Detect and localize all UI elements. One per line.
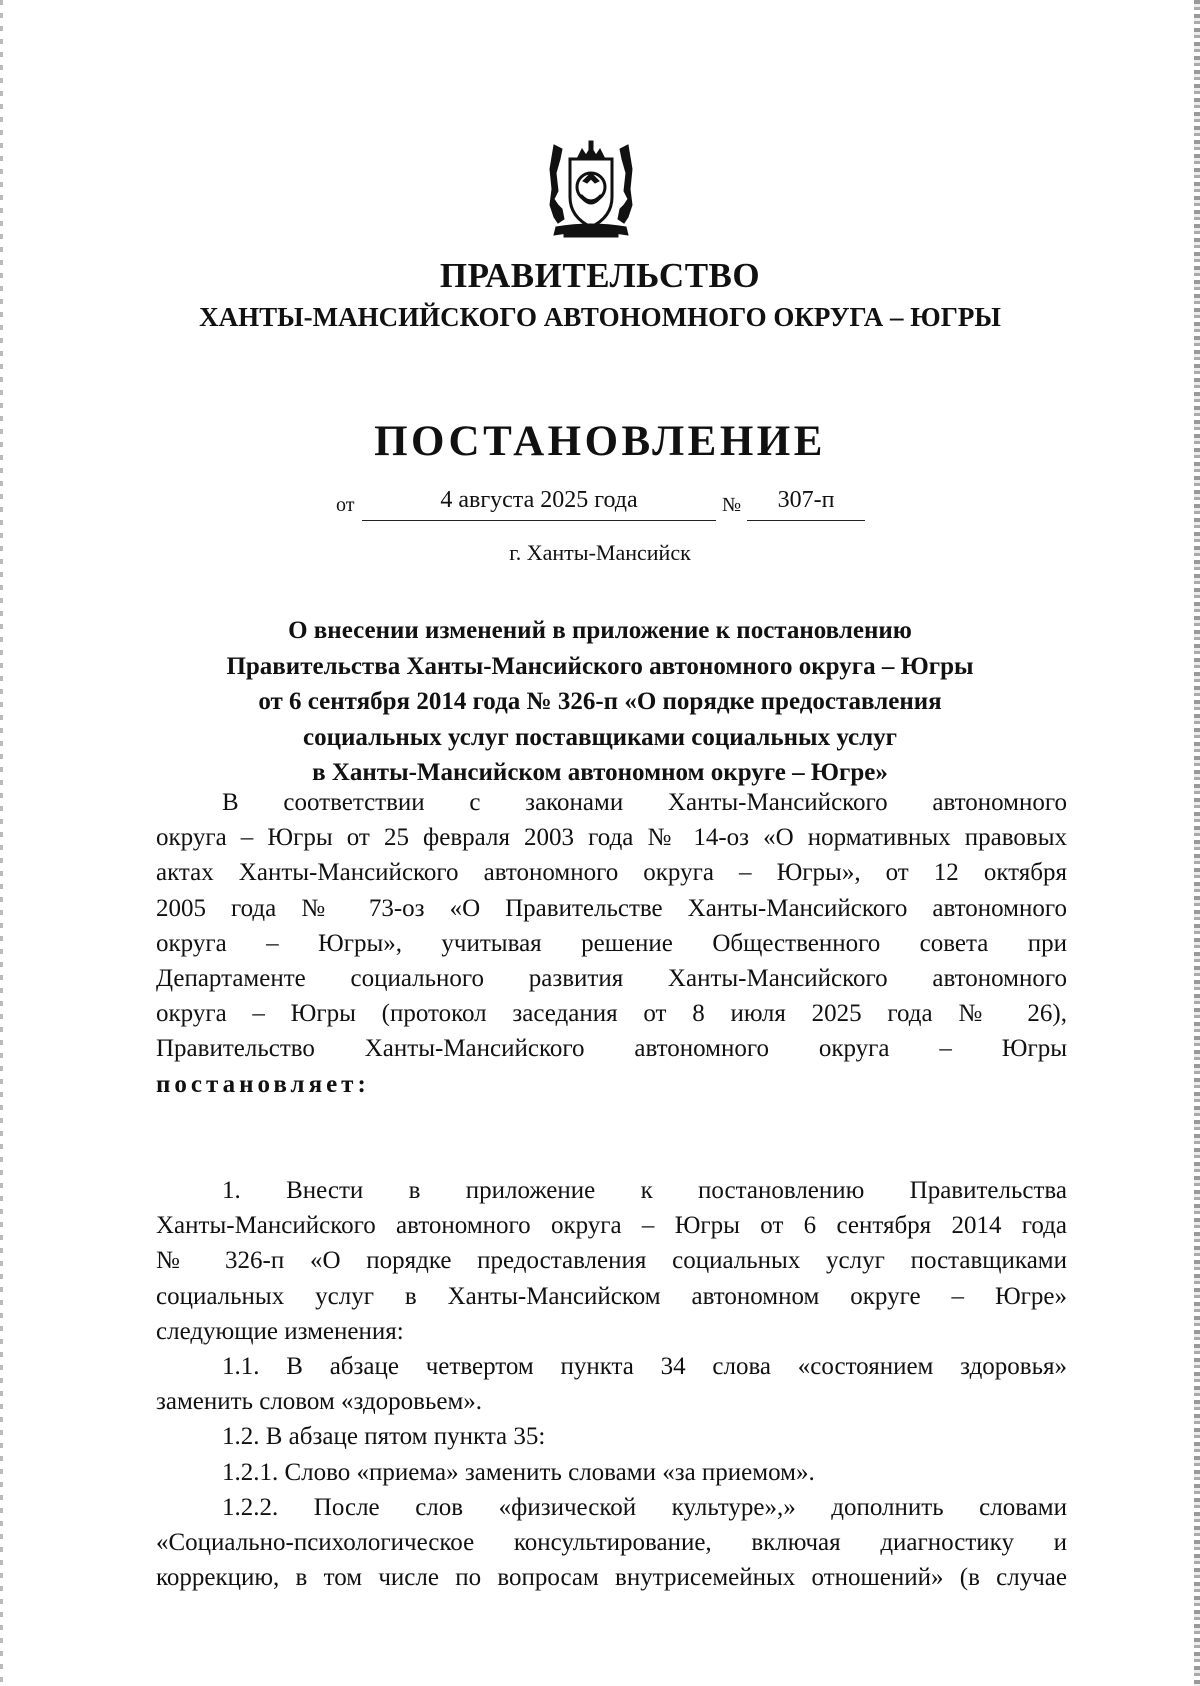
document-number: 307-п xyxy=(747,487,865,521)
text-line: 1.2.1. Слово «приема» заменить словами «за приемом». xyxy=(222,1458,815,1486)
coat-of-arms-emblem xyxy=(548,139,634,239)
text-line: 1.1. В абзаце четвертом пункта 34 слова «состоянием здоровья» xyxy=(222,1352,1067,1380)
text-line: Ханты-Мансийского автономного округа – Югры от 6 сентября 2014 года xyxy=(156,1212,1067,1240)
text-line: округа – Югры от 25 февраля 2003 года № 14-оз «О нормативных правовых xyxy=(156,824,1067,852)
text-line: № 326-п «О порядке предоставления социальных услуг поставщиками xyxy=(156,1247,1067,1275)
text-line: В соответствии с законами Ханты-Мансийского автономного xyxy=(222,789,1067,816)
text-line: 1.2.2. После слов «физической культуре»,» дополнить словами xyxy=(222,1493,1067,1521)
text-line: следующие изменения: xyxy=(156,1317,404,1345)
resolves-word: постановляет: xyxy=(156,1070,370,1098)
text-line: 1.2. В абзаце пятом пункта 35: xyxy=(222,1423,546,1451)
text-line: округа – Югры», учитывая решение Общественного совета при xyxy=(156,929,1067,957)
heading-line: от 6 сентября 2014 года № 326-п «О порядке предоставления xyxy=(258,688,942,716)
date-label: от xyxy=(336,494,355,516)
text-line: актах Ханты-Мансийского автономного округа – Югры», от 12 октября xyxy=(156,859,1067,887)
document-date: 4 августа 2025 года xyxy=(362,487,716,521)
text-line: заменить словом «здоровьем». xyxy=(156,1388,483,1416)
scan-edge-right xyxy=(1194,0,1200,1686)
text-line: Департаменте социального развития Ханты-Мансийского автономного xyxy=(156,964,1067,992)
document-city: г. Ханты-Мансийск xyxy=(509,540,691,565)
heading-line: в Ханты-Мансийском автономном округе – Югре» xyxy=(312,759,888,787)
text-line: Правительство Ханты-Мансийского автономного округа – Югры xyxy=(156,1035,1067,1063)
text-line: коррекцию, в том числе по вопросам внутрисемейных отношений» (в случае xyxy=(156,1564,1067,1592)
text-line: «Социально-психологическое консультирование, включая диагностику и xyxy=(156,1528,1067,1556)
number-label: № xyxy=(722,494,742,516)
heading-line: социальных услуг поставщиками социальных услуг xyxy=(302,723,898,751)
preamble-paragraph xyxy=(156,785,1067,1102)
text-line: социальных услуг в Ханты-Мансийском автономном округе – Югре» xyxy=(156,1282,1067,1310)
scan-edge-left xyxy=(0,0,3,1686)
document-type: ПОСТАНОВЛЕНИЕ xyxy=(374,418,826,465)
document-heading xyxy=(150,613,1050,791)
text-line: округа – Югры (протокол заседания от 8 июля 2025 года № 26), xyxy=(156,1000,1067,1028)
text-line: 2005 года № 73-оз «О Правительстве Ханты-Мансийского автономного xyxy=(156,894,1067,922)
government-title: ПРАВИТЕЛЬСТВО xyxy=(439,256,761,295)
heading-line: Правительства Ханты-Мансийского автономного округа – Югры xyxy=(226,652,974,680)
heading-line: О внесении изменений в приложение к постановлению xyxy=(288,617,912,644)
text-line: 1. Внести в приложение к постановлению Правительства xyxy=(222,1177,1067,1204)
resolution-items xyxy=(156,1173,1067,1595)
government-region: ХАНТЫ-МАНСИЙСКОГО АВТОНОМНОГО ОКРУГА – ЮГРЫ xyxy=(199,302,1001,332)
